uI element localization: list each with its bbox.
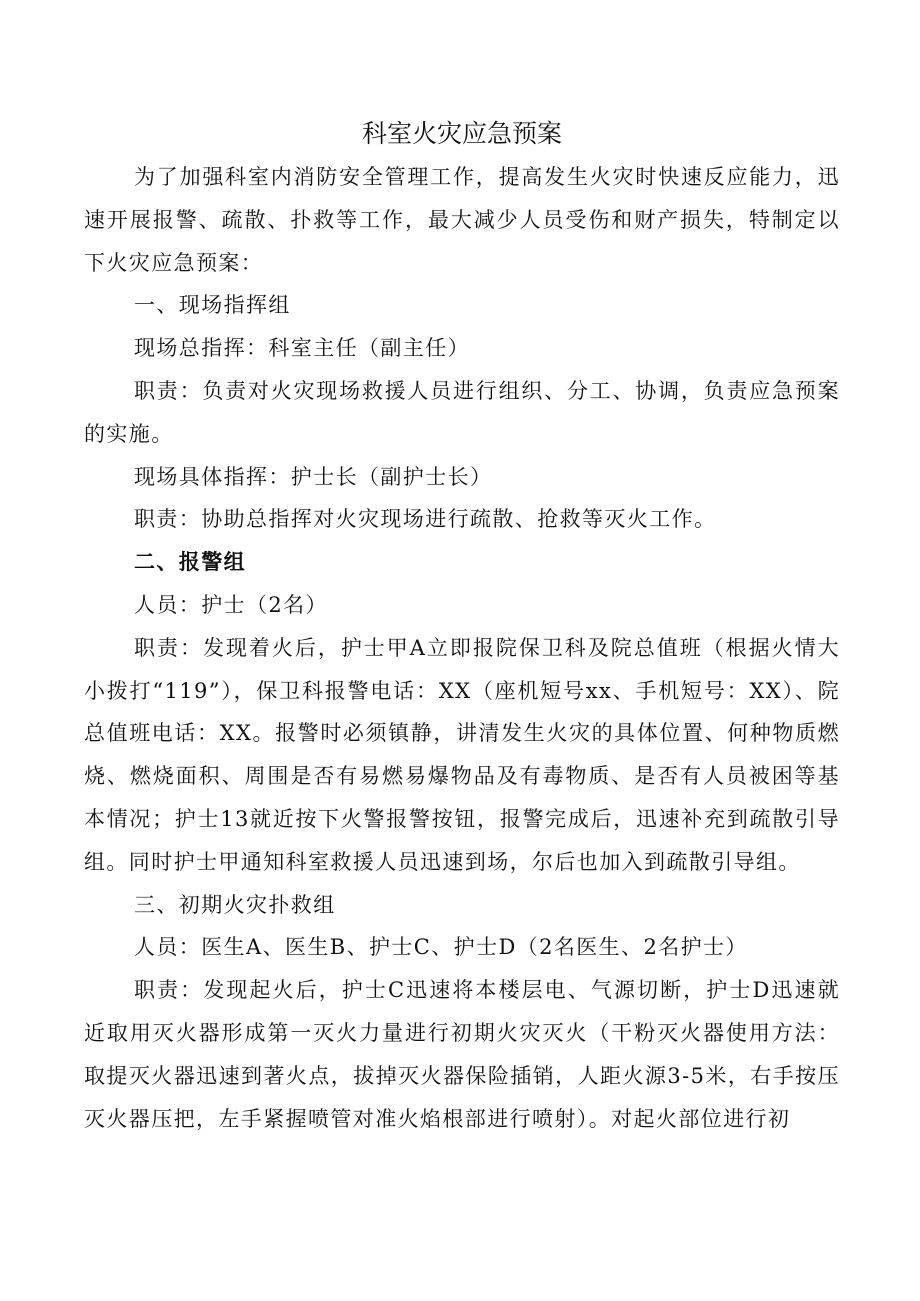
section-1-commander: 现场总指挥：科室主任（副主任） bbox=[134, 336, 470, 361]
document-page bbox=[84, 112, 840, 1140]
section-2-duty: 职责：发现着火后，护士甲A立即报院保卫科及院总值班（根据火情大小拨打“119”），保卫科报警电话：XX（座机短号xx、手机短号：XX）、院总值班电话：XX。报警时必须镇静，讲清发生火灾的具体位置、何种物质燃烧、燃烧面积、周围是否有易燃易爆物品及有毒物质、是否有人员被困等基本情况；护士13就近按下火警报警按钮，报警完成后，迅速补充到疏散引导组。同时护士甲通知科室救援人员迅速到场，尔后也加入到疏散引导组。 bbox=[84, 635, 840, 874]
section-3-heading: 三、初期火灾扑救组 bbox=[134, 892, 336, 917]
section-2-members: 人员：护士（2名） bbox=[134, 592, 328, 617]
intro-paragraph: 为了加强科室内消防安全管理工作，提高发生火灾时快速反应能力，迅速开展报警、疏散、扑救等工作，最大减少人员受伤和财产损失，特制定以下火灾应急预案： bbox=[84, 165, 840, 275]
section-3-members: 人员：医生A、医生B、护士C、护士D（2名医生、2名护士） bbox=[134, 935, 748, 960]
section-1-field-commander-duty: 职责：协助总指挥对火灾现场进行疏散、抢救等灭火工作。 bbox=[134, 507, 717, 532]
section-1-commander-duty: 职责：负责对火灾现场救援人员进行组织、分工、协调，负责应急预案的实施。 bbox=[84, 378, 840, 446]
document-title: 科室火灾应急预案 bbox=[361, 119, 562, 148]
section-2-heading: 二、报警组 bbox=[134, 549, 246, 575]
section-1-heading: 一、现场指挥组 bbox=[134, 293, 291, 318]
section-3-duty: 职责：发现起火后，护士C迅速将本楼层电、气源切断，护士D迅速就近取用灭火器形成第一灭火力量进行初期火灾灭火（干粉灭火器使用方法：取提灭火器迅速到著火点，拔掉灭火器保险插销，人距火源3-5米，右手按压灭火器压把，左手紧握喷管对准火焰根部进行喷射）。对起火部位进行初 bbox=[84, 978, 840, 1131]
section-1-field-commander: 现场具体指挥：护士长（副护士长） bbox=[134, 464, 493, 489]
